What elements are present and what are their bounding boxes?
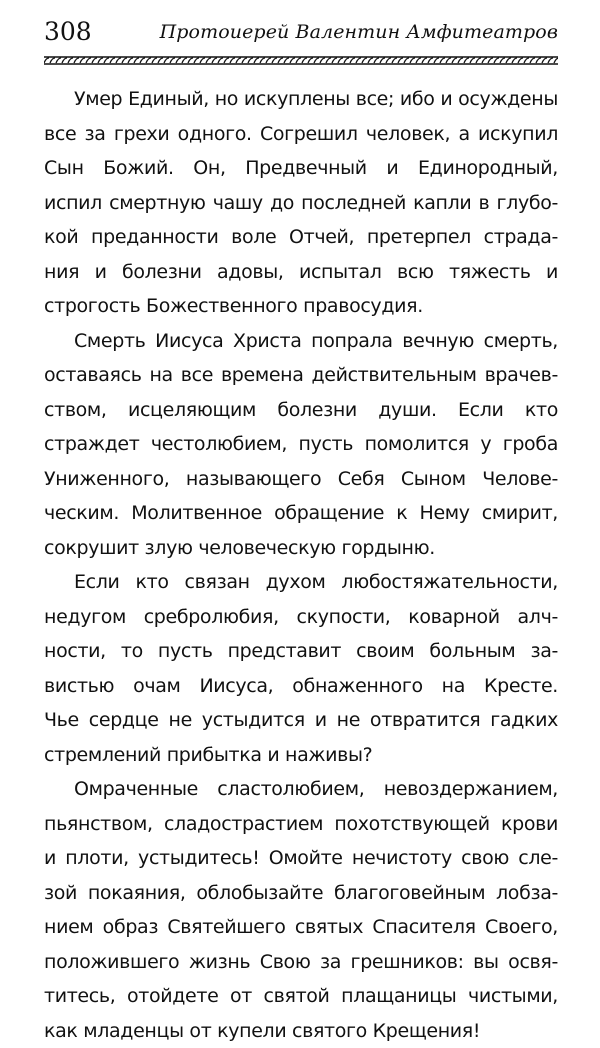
text-line: оставаясь на все времена действительным врачев- [44,358,558,393]
running-title: Протоиерей Валентин Амфитеатров [160,16,558,48]
text-line: стремлений прибытка и наживы? [44,738,558,773]
text-line: строгость Божественного правосудия. [44,289,558,324]
text-line: титесь, отойдете от святой плащаницы чистыми, [44,979,558,1014]
text-line: Смерть Иисуса Христа попрала вечную смерть, [44,324,558,359]
text-line: Умер Единый, но искуплены все; ибо и осуждены [44,82,558,117]
text-line: сокрушит злую человеческую гордыню. [44,531,558,566]
text-line: зой покаяния, облобызайте благоговейным лобза- [44,876,558,911]
text-line: все за грехи одного. Согрешил человек, а искупил [44,117,558,152]
text-line: страждет честолюбием, пусть помолится у гроба [44,427,558,462]
text-line: Если кто связан духом любостяжательности, [44,565,558,600]
text-line: нием образ Святейшего святых Спасителя Своего, [44,910,558,945]
text-line: Омраченные сластолюбием, невоздержанием, [44,772,558,807]
text-line: вистью очам Иисуса, обнаженного на Кресте. [44,669,558,704]
page-number: 308 [44,16,92,48]
rope-border-ornament [44,56,558,65]
paragraph [44,565,558,772]
text-line: ности, то пусть представит своим больным за- [44,634,558,669]
text-line: Униженного, называющего Себя Сыном Челове- [44,462,558,497]
text-line: Чье сердце не устыдится и не отвратится гадких [44,703,558,738]
text-line: кой преданности воле Отчей, претерпел страда- [44,220,558,255]
text-line: недугом сребролюбия, скупости, коварной алч- [44,600,558,635]
text-line: ством, исцеляющим болезни души. Если кто [44,393,558,428]
text-line: ческим. Молитвенное обращение к Нему смирит, [44,496,558,531]
paragraph [44,772,558,1048]
decorative-rule [44,56,558,65]
paragraph [44,324,558,566]
text-line: испил смертную чашу до последней капли в глубо- [44,186,558,221]
text-line: как младенцы от купели святого Крещения! [44,1014,558,1048]
paragraph [44,82,558,324]
text-line: ния и болезни адовы, испытал всю тяжесть и [44,255,558,290]
text-line: пьянством, сладострастием похотствующей крови [44,807,558,842]
text-line: Сын Божий. Он, Предвечный и Единородный, [44,151,558,186]
text-line: и плоти, устыдитесь! Омойте нечистоту свою сле- [44,841,558,876]
body-text [44,82,558,1048]
text-line: положившего жизнь Свою за грешников: вы освя- [44,945,558,980]
page-header [44,16,558,52]
